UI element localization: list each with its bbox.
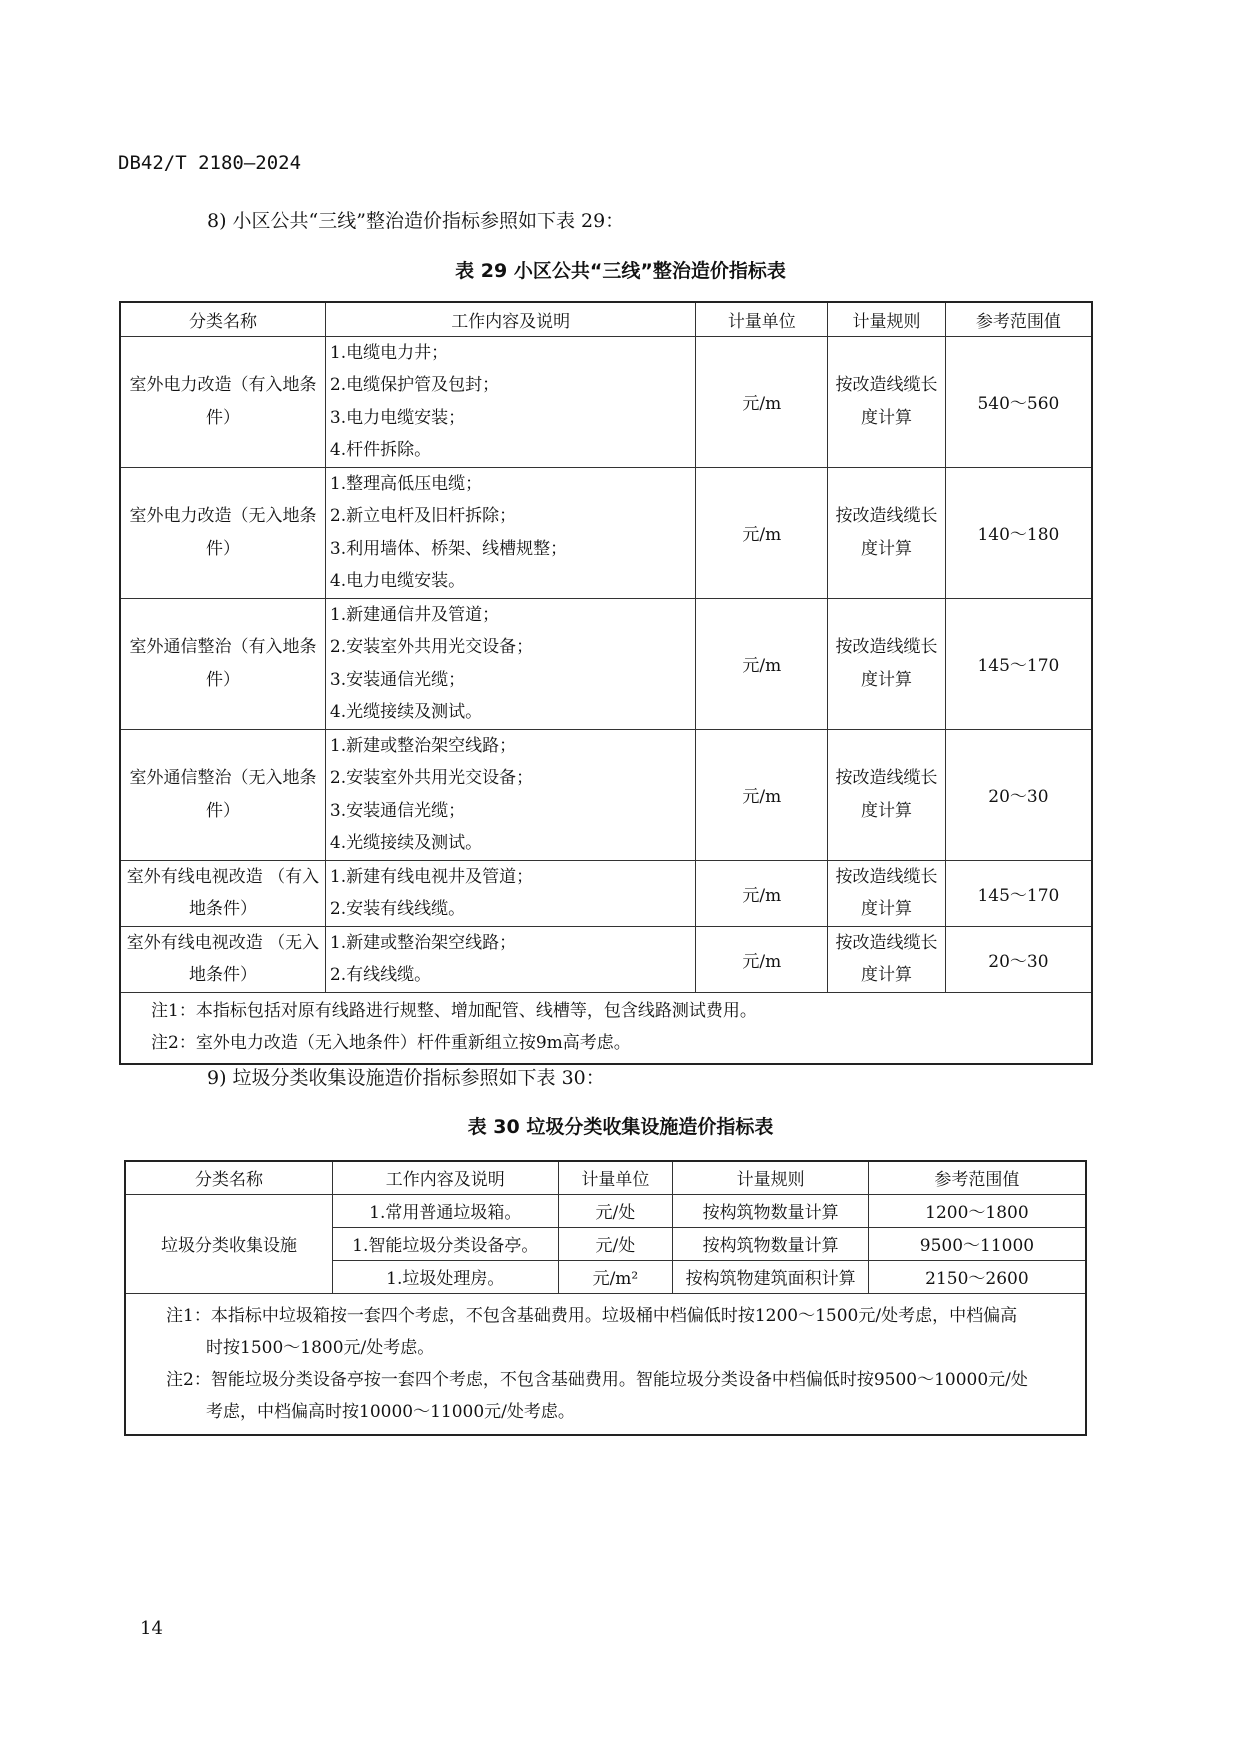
note-1-line-1: 注1：本指标中垃圾箱按一套四个考虑，不包含基础费用。垃圾桶中档偏低时按1200～1500元/处考虑，中档偏高 bbox=[166, 1305, 1018, 1326]
table-notes-row bbox=[125, 1293, 1086, 1435]
row-work bbox=[325, 467, 696, 598]
work-item: 2.新立电杆及旧杆拆除； bbox=[329, 506, 517, 526]
row-range: 9500～11000 bbox=[868, 1227, 1086, 1260]
table-29-caption: 表 29 小区公共“三线”整治造价指标表 bbox=[455, 260, 786, 282]
note-1-line-2: 时按1500～1800元/处考虑。 bbox=[206, 1337, 435, 1358]
note-2-line-1: 注2：智能垃圾分类设备亭按一套四个考虑，不包含基础费用。智能垃圾分类设备中档偏低时按9500～10000元/处 bbox=[166, 1369, 1028, 1390]
row-category: 室外电力改造（无入地条件） bbox=[120, 467, 325, 598]
row-work bbox=[325, 336, 696, 467]
work-item: 2.安装室外共用光交设备； bbox=[329, 768, 534, 788]
row-range: 145～170 bbox=[945, 860, 1092, 926]
row-work bbox=[325, 598, 696, 729]
header-work: 工作内容及说明 bbox=[333, 1161, 559, 1194]
row-rule: 按改造线缆长度计算 bbox=[828, 336, 946, 467]
work-item: 3.利用墙体、桥架、线槽规整； bbox=[329, 538, 568, 559]
row-rule: 按改造线缆长度计算 bbox=[828, 467, 946, 598]
document-code: DB42/T 2180—2024 bbox=[118, 152, 302, 174]
row-rule: 按构筑物数量计算 bbox=[673, 1227, 869, 1260]
work-item: 4.电力电缆安装。 bbox=[329, 571, 466, 591]
row-unit: 元/m bbox=[696, 926, 828, 992]
header-range: 参考范围值 bbox=[868, 1161, 1086, 1194]
row-rule: 按构筑物建筑面积计算 bbox=[673, 1260, 869, 1293]
work-item: 4.光缆接续及测试。 bbox=[329, 702, 483, 722]
row-rule: 按改造线缆长度计算 bbox=[828, 729, 946, 860]
row-work bbox=[325, 860, 696, 926]
row-work: 1.垃圾处理房。 bbox=[333, 1260, 559, 1293]
work-item: 1.新建或整治架空线路； bbox=[329, 932, 517, 953]
row-unit: 元/m bbox=[696, 729, 828, 860]
work-item: 2.电缆保护管及包封； bbox=[329, 375, 500, 395]
note-2: 注2：室外电力改造（无入地条件）杆件重新组立按9m高考虑。 bbox=[151, 1032, 631, 1053]
header-category: 分类名称 bbox=[120, 302, 325, 336]
row-unit: 元/m bbox=[696, 336, 828, 467]
table-notes-row bbox=[120, 992, 1092, 1064]
work-item: 2.安装有线线缆。 bbox=[329, 899, 466, 919]
work-item: 3.安装通信光缆； bbox=[329, 800, 466, 821]
table-row bbox=[125, 1194, 1086, 1227]
row-category: 室外有线电视改造 （无入地条件） bbox=[120, 926, 325, 992]
row-range: 2150～2600 bbox=[868, 1260, 1086, 1293]
note-2-line-2: 考虑，中档偏高时按10000～11000元/处考虑。 bbox=[206, 1401, 575, 1422]
row-category: 垃圾分类收集设施 bbox=[125, 1194, 333, 1293]
row-work: 1.常用普通垃圾箱。 bbox=[333, 1194, 559, 1227]
header-range: 参考范围值 bbox=[945, 302, 1092, 336]
work-item: 3.电力电缆安装； bbox=[329, 407, 466, 428]
row-range: 20～30 bbox=[945, 926, 1092, 992]
row-category: 室外电力改造（有入地条件） bbox=[120, 336, 325, 467]
row-rule: 按改造线缆长度计算 bbox=[828, 926, 946, 992]
header-category: 分类名称 bbox=[125, 1161, 333, 1194]
table-row bbox=[120, 598, 1092, 729]
row-range: 540～560 bbox=[945, 336, 1092, 467]
work-item: 1.新建有线电视井及管道； bbox=[329, 866, 534, 887]
row-unit: 元/m² bbox=[558, 1260, 673, 1293]
row-work bbox=[325, 926, 696, 992]
row-range: 1200～1800 bbox=[868, 1194, 1086, 1227]
table-row bbox=[120, 860, 1092, 926]
row-range: 20～30 bbox=[945, 729, 1092, 860]
work-item: 1.电缆电力井； bbox=[329, 342, 449, 363]
header-work: 工作内容及说明 bbox=[325, 302, 696, 336]
table-notes bbox=[120, 992, 1092, 1064]
table-row bbox=[120, 336, 1092, 467]
table-row bbox=[120, 926, 1092, 992]
row-range: 140～180 bbox=[945, 467, 1092, 598]
row-category: 室外通信整治（有入地条件） bbox=[120, 598, 325, 729]
work-item: 4.光缆接续及测试。 bbox=[329, 833, 483, 853]
row-unit: 元/处 bbox=[558, 1194, 673, 1227]
row-unit: 元/m bbox=[696, 598, 828, 729]
table-29 bbox=[119, 301, 1093, 1065]
row-work: 1.智能垃圾分类设备亭。 bbox=[333, 1227, 559, 1260]
work-item: 1.新建通信井及管道； bbox=[329, 604, 500, 625]
table-notes bbox=[125, 1293, 1086, 1435]
row-rule: 按改造线缆长度计算 bbox=[828, 598, 946, 729]
row-category: 室外通信整治（无入地条件） bbox=[120, 729, 325, 860]
note-1 bbox=[166, 1300, 1081, 1364]
table-header-row bbox=[125, 1161, 1086, 1194]
table-30 bbox=[124, 1160, 1087, 1436]
paragraph-9: 9) 垃圾分类收集设施造价指标参照如下表 30： bbox=[207, 1067, 605, 1089]
note-1: 注1：本指标包括对原有线路进行规整、增加配管、线槽等，包含线路测试费用。 bbox=[151, 1000, 757, 1021]
header-unit: 计量单位 bbox=[696, 302, 828, 336]
row-work bbox=[325, 729, 696, 860]
table-row bbox=[120, 729, 1092, 860]
table-row bbox=[120, 467, 1092, 598]
row-rule: 按构筑物数量计算 bbox=[673, 1194, 869, 1227]
row-rule: 按改造线缆长度计算 bbox=[828, 860, 946, 926]
row-range: 145～170 bbox=[945, 598, 1092, 729]
header-rule: 计量规则 bbox=[828, 302, 946, 336]
work-item: 2.安装室外共用光交设备； bbox=[329, 637, 534, 657]
row-unit: 元/m bbox=[696, 467, 828, 598]
table-30-caption: 表 30 垃圾分类收集设施造价指标表 bbox=[467, 1116, 774, 1138]
work-item: 1.整理高低压电缆； bbox=[329, 473, 483, 494]
row-unit: 元/m bbox=[696, 860, 828, 926]
table-header-row bbox=[120, 302, 1092, 336]
page-number: 14 bbox=[140, 1618, 163, 1639]
row-unit: 元/处 bbox=[558, 1227, 673, 1260]
paragraph-8: 8) 小区公共“三线”整治造价指标参照如下表 29： bbox=[207, 210, 625, 232]
work-item: 4.杆件拆除。 bbox=[329, 440, 432, 460]
header-unit: 计量单位 bbox=[558, 1161, 673, 1194]
header-rule: 计量规则 bbox=[673, 1161, 869, 1194]
work-item: 2.有线线缆。 bbox=[329, 965, 432, 985]
work-item: 1.新建或整治架空线路； bbox=[329, 735, 517, 756]
work-item: 3.安装通信光缆； bbox=[329, 669, 466, 690]
note-2 bbox=[166, 1364, 1081, 1428]
row-category: 室外有线电视改造 （有入地条件） bbox=[120, 860, 325, 926]
